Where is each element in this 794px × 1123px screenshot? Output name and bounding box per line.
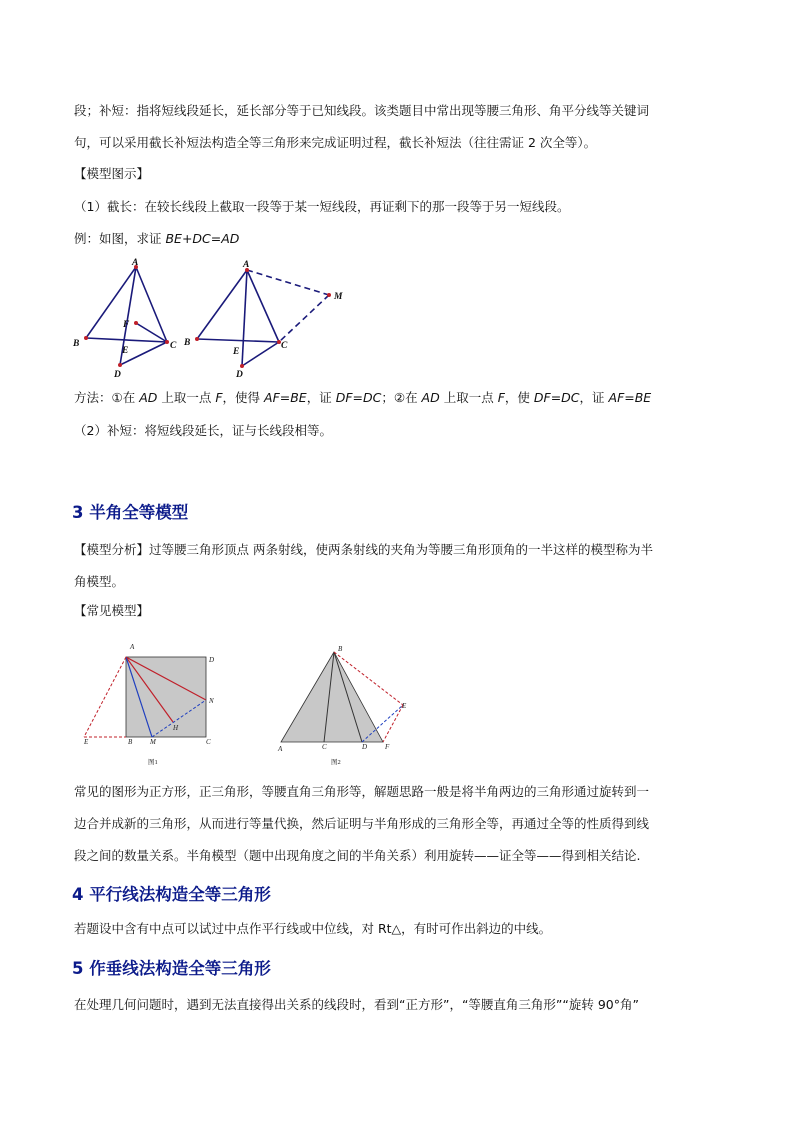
fig1-label-d: D bbox=[209, 656, 215, 664]
fig1-label-e: E bbox=[84, 738, 89, 746]
method-part: 方法：①在 bbox=[74, 390, 140, 405]
example-prefix: 例：如图，求证 bbox=[74, 231, 166, 246]
label-f-left: F bbox=[123, 320, 130, 330]
fig1-label-c: C bbox=[206, 738, 211, 746]
method-part: 上取一点 bbox=[157, 390, 216, 405]
section4-heading: 4 平行线法构造全等三角形 bbox=[72, 885, 271, 904]
fig1-label-h: H bbox=[173, 724, 179, 732]
label-a-right: A bbox=[243, 260, 250, 270]
section5-heading: 5 作垂线法构造全等三角形 bbox=[72, 959, 271, 978]
label-m-right: M bbox=[334, 292, 343, 302]
label-d-left: D bbox=[114, 370, 121, 380]
point-m-right bbox=[327, 293, 331, 297]
point-f-left bbox=[134, 321, 138, 325]
point-c-left bbox=[165, 340, 169, 344]
section3-desc: 常见的图形为正方形，正三角形，等腰直角三角形等，解题思路一般是将半角两边的三角形通过旋转到一 bbox=[74, 784, 650, 799]
method-part: ，使得 bbox=[222, 390, 265, 405]
method-var: AD bbox=[421, 390, 440, 405]
section3-desc: 边合并成新的三角形，从而进行等量代换，然后证明与半角形成的三角形全等，再通过全等的性质得到线 bbox=[74, 816, 650, 831]
section3-heading: 3 半角全等模型 bbox=[72, 503, 189, 522]
item1-text: （1）截长：在较长线段上截取一段等于某一短线段，再证剩下的那一段等于另一短线段。 bbox=[74, 199, 570, 214]
label-c-right: C bbox=[281, 341, 288, 351]
point-d-right bbox=[240, 364, 244, 368]
fig2-label-d: D bbox=[362, 743, 368, 751]
fig1-label-b: B bbox=[128, 738, 133, 746]
label-b-right: B bbox=[184, 338, 191, 348]
fig2-label-e: E bbox=[402, 702, 407, 710]
section3-analysis: 角模型。 bbox=[74, 574, 125, 589]
point-b-left bbox=[84, 336, 88, 340]
section3-desc: 段之间的数量关系。半角模型（题中出现角度之间的半角关系）利用旋转——证全等——得到相关结论. bbox=[74, 848, 641, 863]
method-part: ，证 bbox=[579, 390, 609, 405]
method-var: DF=DC bbox=[533, 390, 580, 405]
fig1-caption: 图1 bbox=[148, 759, 158, 766]
point-d-left bbox=[118, 363, 122, 367]
method-var: F bbox=[497, 390, 505, 405]
fig1-label-n: N bbox=[209, 697, 214, 705]
fig2-caption: 图2 bbox=[331, 759, 341, 766]
label-b-left: B bbox=[73, 339, 80, 349]
method-var: AF=BE bbox=[608, 390, 652, 405]
fig2-label-b: B bbox=[338, 645, 343, 653]
fig2-label-f: F bbox=[385, 743, 390, 751]
method-part: 上取一点 bbox=[439, 390, 498, 405]
example-text bbox=[74, 231, 239, 247]
label-e-right: E bbox=[233, 347, 240, 357]
section4-text: 若题设中含有中点可以试过中点作平行线或中位线，对 Rt△，有时可作出斜边的中线。 bbox=[74, 921, 552, 936]
model-diagram-tag: 【模型图示】 bbox=[74, 166, 150, 181]
section3-analysis: 【模型分析】过等腰三角形顶点 两条射线，使两条射线的夹角为等腰三角形顶角的一半这样的模型称为半 bbox=[74, 542, 653, 557]
method-part: ；②在 bbox=[381, 390, 422, 405]
method-var: DF=DC bbox=[335, 390, 382, 405]
label-d-right: D bbox=[236, 370, 243, 380]
point-b-right bbox=[195, 337, 199, 341]
label-a-left: A bbox=[132, 258, 139, 268]
method-part: ，证 bbox=[306, 390, 336, 405]
paragraph-line: 段；补短：指将短线段延长，延长部分等于已知线段。该类题目中常出现等腰三角形、角平分线等关键词 bbox=[74, 103, 650, 118]
paragraph-line: 句，可以采用截长补短法构造全等三角形来完成证明过程，截长补短法（往往需证 2 次全等）。 bbox=[74, 135, 597, 150]
common-model-tag: 【常见模型】 bbox=[74, 603, 150, 618]
square-shape bbox=[126, 657, 206, 737]
fig1-label-a: A bbox=[130, 643, 135, 651]
method-var: F bbox=[215, 390, 223, 405]
method-var: AF=BE bbox=[264, 390, 307, 405]
label-e-left: E bbox=[122, 346, 129, 356]
example-formula: BE+DC=AD bbox=[165, 231, 240, 246]
truncation-figures bbox=[70, 255, 370, 380]
half-angle-figures bbox=[78, 640, 418, 770]
section5-text: 在处理几何问题时，遇到无法直接得出关系的线段时，看到“正方形”，“等腰直角三角形”“旋转 90°角” bbox=[74, 997, 639, 1012]
label-c-left: C bbox=[170, 341, 177, 351]
item2-text: （2）补短：将短线段延长，证与长线段相等。 bbox=[74, 423, 332, 438]
fig2-label-a: A bbox=[278, 745, 283, 753]
fig2-label-c: C bbox=[322, 743, 327, 751]
method-text bbox=[74, 390, 651, 406]
fig1-label-m: M bbox=[150, 738, 156, 746]
method-var: AD bbox=[139, 390, 158, 405]
method-part: ，使 bbox=[504, 390, 534, 405]
